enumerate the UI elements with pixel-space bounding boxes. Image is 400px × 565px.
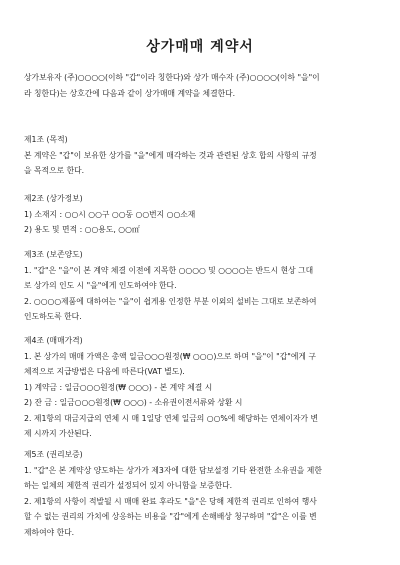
article-line: 1. 본 상가의 매매 가액은 총액 일금○○○원정(₩ ○○○)으로 하며 "을"이 "갑"에게 구	[24, 351, 316, 361]
article-line: 1) 계약금 : 일금○○○원정(₩ ○○○) - 본 계약 체결 시	[24, 382, 213, 392]
article-line: 1. "갑"은 "을"이 본 계약 체결 이전에 지목한 ○○○○ 및 ○○○○는 반드시 현상 그대	[24, 265, 314, 275]
article-3	[24, 247, 378, 325]
article-heading: 제5조 (권리보증)	[24, 450, 83, 459]
article-2	[24, 191, 378, 238]
article-line: 할 수 없는 권리의 가치에 상응하는 비용을 "갑"에게 손해배상 청구하며 "갑"은 이를 변	[24, 512, 317, 521]
article-heading: 제2조 (상가정보)	[24, 194, 83, 203]
article-5	[24, 447, 378, 540]
article-line: 제하여야 한다.	[24, 527, 75, 537]
article-4	[24, 333, 378, 442]
article-line: 1. "갑"은 본 계약상 양도하는 상가가 제3자에 대한 담보설정 기타 완전한 소유권을 제한	[24, 465, 322, 475]
article-line: 하는 일체의 제한적 권리가 설정되어 있지 아니함을 보증한다.	[24, 481, 233, 490]
article-line: 2) 용도 및 면적 : ○○용도, ○○㎡	[24, 225, 140, 234]
article-line: 로 상가의 인도 시 "을"에게 인도하여야 한다.	[24, 281, 177, 290]
article-heading: 제3조 (보존양도)	[24, 250, 83, 259]
intro-line: 상가보유자 (주)○○○○(이하 "갑"이라 칭한다)와 상가 매수자 (주)○○○○(이하 "을"이	[24, 73, 320, 82]
article-line: 2) 잔 금 : 일금○○○원정(₩ ○○○) - 소유권이전서류와 상환 시	[24, 398, 243, 407]
article-line: 체적으로 지급방법은 다음에 따른다(VAT 별도).	[24, 367, 185, 376]
intro-paragraph	[24, 70, 378, 101]
article-line: 인도하도록 한다.	[24, 312, 82, 321]
article-line: 2. 제1항의 대금지급의 연체 시 매 1일당 연체 일금의 ○○%에 해당하는 연체이자가 변	[24, 413, 319, 423]
document-title: 상가매매 계약서	[146, 39, 254, 55]
article-heading: 제1조 (목적)	[24, 135, 68, 144]
article-line: 2. ○○○○제품에 대하여는 "을"이 쉽게용 인정한 부분 이외의 설비는 그대로 보존하여	[24, 296, 317, 306]
article-1	[24, 132, 378, 179]
intro-line: 라 칭한다)는 상호간에 다음과 같이 상가매매 계약을 체결한다.	[24, 88, 236, 98]
article-line: 제 시까지 가산된다.	[24, 429, 92, 438]
article-line: 을 목적으로 한다.	[24, 166, 85, 175]
article-heading: 제4조 (매매가격)	[24, 336, 83, 345]
article-line: 1) 소재지 : ○○시 ○○구 ○○동 ○○번지 ○○소재	[24, 209, 196, 219]
article-line: 2. 제1항의 사항이 적발될 시 매매 완료 후라도 "을"은 당해 제한적 권리로 인하여 행사	[24, 496, 317, 506]
article-line: 본 계약은 "갑"이 보유한 상가를 "을"에게 매각하는 것과 관련된 상호 합의 사항의 규정	[24, 150, 317, 160]
